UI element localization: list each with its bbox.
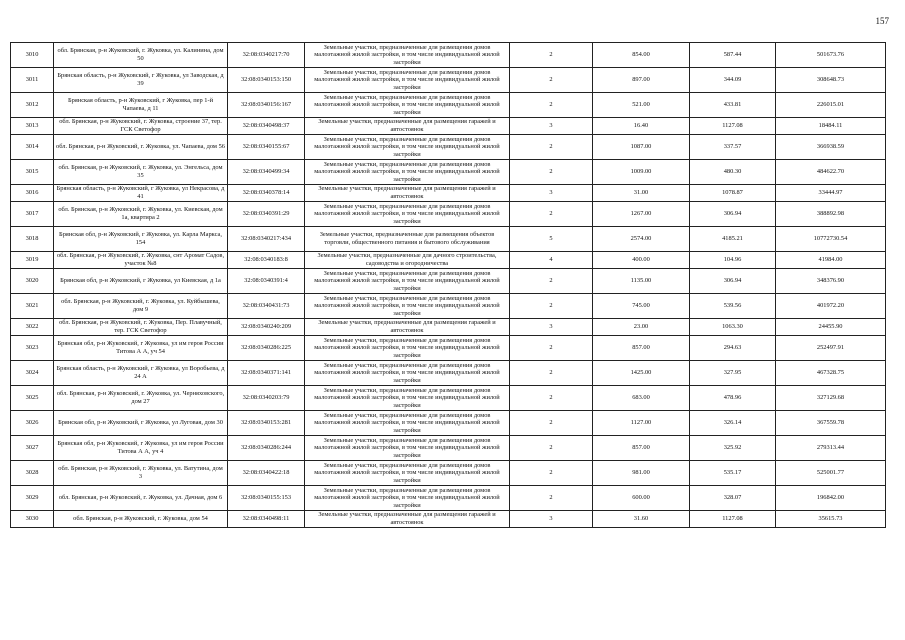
row-cadastral-number: 32:08:0340240:209 [228, 319, 305, 336]
row-cadastral-number: 32:08:0340499:34 [228, 160, 305, 185]
row-specific-value: 1127.08 [690, 118, 776, 135]
row-land-use: Земельные участки, предназначенные для размещения гаражей и автостоянок [305, 319, 510, 336]
row-cadastral-number: 32:08:0340286:244 [228, 436, 305, 461]
row-cadastral-number: 32:08:0340391:4 [228, 269, 305, 294]
row-specific-value: 539.56 [690, 294, 776, 319]
row-cadastral-value: 388892.98 [776, 202, 886, 227]
row-address: обл. Брянская, р-н Жуковский, г. Жуковка, ул. Ватутина, дом 3 [54, 461, 228, 486]
row-category: 2 [510, 411, 593, 436]
row-land-use: Земельные участки, предназначенные для размещения домов малоэтажной жилой застройки, в том числе индивидуальной жилой застройки [305, 160, 510, 185]
table-row [11, 361, 886, 386]
row-category: 2 [510, 461, 593, 486]
row-area: 1425.00 [593, 361, 690, 386]
table-row [11, 93, 886, 118]
row-area: 600.00 [593, 486, 690, 511]
row-cadastral-number: 32:08:0340286:225 [228, 336, 305, 361]
row-land-use: Земельные участки, предназначенные для размещения домов малоэтажной жилой застройки, в том числе индивидуальной жилой застройки [305, 436, 510, 461]
row-area: 1087.00 [593, 135, 690, 160]
row-land-use: Земельные участки, предназначенные для размещения домов малоэтажной жилой застройки, в том числе индивидуальной жилой застройки [305, 68, 510, 93]
row-area: 1267.00 [593, 202, 690, 227]
row-address: обл. Брянская, р-н Жуковский, г. Жуковка, строение 37, тер. ГСК Светофор [54, 118, 228, 135]
table-row [11, 269, 886, 294]
row-area: 981.00 [593, 461, 690, 486]
row-cadastral-value: 484622.70 [776, 160, 886, 185]
row-cadastral-value: 252497.91 [776, 336, 886, 361]
row-address: обл. Брянская, р-н Жуковский, г. Жуковка, ул. Киевская, дом 1а, квартира 2 [54, 202, 228, 227]
row-category: 2 [510, 202, 593, 227]
row-specific-value: 337.57 [690, 135, 776, 160]
row-specific-value: 480.30 [690, 160, 776, 185]
row-cadastral-number: 32:08:0340498:11 [228, 511, 305, 528]
row-address: Брянская область, р-н Жуковский, г Жуковка, ул Воробьева, д 24 А [54, 361, 228, 386]
row-category: 3 [510, 118, 593, 135]
row-address: обл. Брянская, р-н Жуковский, г. Жуковка, Пер. Плавучный, тер. ГСК Светофор [54, 319, 228, 336]
table-row [11, 336, 886, 361]
row-cadastral-value: 41984.00 [776, 252, 886, 269]
row-specific-value: 478.96 [690, 386, 776, 411]
table-row [11, 43, 886, 68]
row-specific-value: 1078.87 [690, 185, 776, 202]
row-land-use: Земельные участки, предназначенные для размещения домов малоэтажной жилой застройки, в том числе индивидуальной жилой застройки [305, 411, 510, 436]
row-specific-value: 587.44 [690, 43, 776, 68]
row-address: обл. Брянская, р-н Жуковский, г. Жуковка, снт Аромат Садов, участок №8 [54, 252, 228, 269]
row-land-use: Земельные участки, предназначенные для размещения домов малоэтажной жилой застройки, в том числе индивидуальной жилой застройки [305, 461, 510, 486]
row-land-use: Земельные участки, предназначенные для размещения домов малоэтажной жилой застройки, в том числе индивидуальной жилой застройки [305, 361, 510, 386]
row-specific-value: 104.96 [690, 252, 776, 269]
row-number: 3015 [11, 160, 54, 185]
row-address: Брянская обл, р-н Жуковский, г Жуковка, ул им героя России Титова А А, уч 54 [54, 336, 228, 361]
row-cadastral-value: 308648.73 [776, 68, 886, 93]
row-cadastral-value: 467328.75 [776, 361, 886, 386]
row-cadastral-number: 32:08:0340155:67 [228, 135, 305, 160]
row-category: 3 [510, 185, 593, 202]
row-category: 2 [510, 336, 593, 361]
table-row [11, 461, 886, 486]
row-address: обл. Брянская, р-н Жуковский, г. Жуковка, ул. Калинина, дом 50 [54, 43, 228, 68]
row-category: 2 [510, 386, 593, 411]
row-specific-value: 344.09 [690, 68, 776, 93]
row-land-use: Земельные участки, предназначенные для размещения домов малоэтажной жилой застройки, в том числе индивидуальной жилой застройки [305, 43, 510, 68]
row-address: обл. Брянская, р-н Жуковский, г. Жуковка, дом 54 [54, 511, 228, 528]
row-cadastral-number: 32:08:0340217:70 [228, 43, 305, 68]
row-area: 897.00 [593, 68, 690, 93]
row-cadastral-value: 10772730.54 [776, 227, 886, 252]
row-cadastral-value: 35615.73 [776, 511, 886, 528]
row-number: 3027 [11, 436, 54, 461]
row-specific-value: 294.63 [690, 336, 776, 361]
row-cadastral-value: 24455.90 [776, 319, 886, 336]
row-specific-value: 4185.21 [690, 227, 776, 252]
table-body [11, 43, 886, 528]
row-area: 683.00 [593, 386, 690, 411]
row-cadastral-value: 327129.68 [776, 386, 886, 411]
row-category: 2 [510, 160, 593, 185]
row-land-use: Земельные участки, предназначенные для размещения домов малоэтажной жилой застройки, в том числе индивидуальной жилой застройки [305, 202, 510, 227]
row-number: 3022 [11, 319, 54, 336]
row-category: 4 [510, 252, 593, 269]
row-land-use: Земельные участки, предназначенные для размещения гаражей и автостоянок [305, 118, 510, 135]
row-number: 3018 [11, 227, 54, 252]
row-land-use: Земельные участки, предназначенные для размещения объектов торговли, общественного питания и бытового обслуживания [305, 227, 510, 252]
row-land-use: Земельные участки, предназначенные для размещения домов малоэтажной жилой застройки, в том числе индивидуальной жилой застройки [305, 386, 510, 411]
row-number: 3012 [11, 93, 54, 118]
row-cadastral-value: 401972.20 [776, 294, 886, 319]
row-area: 1127.00 [593, 411, 690, 436]
table-row [11, 436, 886, 461]
row-number: 3019 [11, 252, 54, 269]
table-row [11, 252, 886, 269]
table-row [11, 386, 886, 411]
row-area: 857.00 [593, 436, 690, 461]
table-row [11, 118, 886, 135]
row-cadastral-number: 32:08:0340156:167 [228, 93, 305, 118]
row-cadastral-number: 32:08:0340422:18 [228, 461, 305, 486]
row-area: 2574.00 [593, 227, 690, 252]
row-address: обл. Брянская, р-н Жуковский, г. Жуковка, ул. Дачная, дом 6 [54, 486, 228, 511]
row-number: 3025 [11, 386, 54, 411]
row-cadastral-value: 18484.11 [776, 118, 886, 135]
row-cadastral-number: 32:08:0340498:37 [228, 118, 305, 135]
row-address: Брянская обл, р-н Жуковский, г Жуковка, ул им героя России Титова А А, уч 4 [54, 436, 228, 461]
row-number: 3013 [11, 118, 54, 135]
row-category: 2 [510, 294, 593, 319]
row-cadastral-value: 367559.78 [776, 411, 886, 436]
table-row [11, 511, 886, 528]
row-cadastral-number: 32:08:0340378:14 [228, 185, 305, 202]
row-category: 2 [510, 486, 593, 511]
row-address: Брянская обл, р-н Жуковский, г Жуковка, ул. Карла Маркса, 154 [54, 227, 228, 252]
row-number: 3021 [11, 294, 54, 319]
row-cadastral-number: 32:08:0340155:153 [228, 486, 305, 511]
row-area: 31.60 [593, 511, 690, 528]
row-cadastral-number: 32:08:0340183:8 [228, 252, 305, 269]
row-cadastral-value: 366938.59 [776, 135, 886, 160]
table-row [11, 160, 886, 185]
row-cadastral-number: 32:08:0340217:434 [228, 227, 305, 252]
row-address: Брянская область, р-н Жуковский, г Жуковка, ул Некрасова, д 41 [54, 185, 228, 202]
row-area: 854.00 [593, 43, 690, 68]
row-number: 3010 [11, 43, 54, 68]
table-row [11, 227, 886, 252]
row-category: 2 [510, 436, 593, 461]
table-row [11, 294, 886, 319]
row-cadastral-value: 196842.00 [776, 486, 886, 511]
row-address: Брянская область, р-н Жуковский, г Жуковка, пер 1-й Чапаева, д 11 [54, 93, 228, 118]
row-address: обл. Брянская, р-н Жуковский, г. Жуковка, ул. Куйбышева, дом 9 [54, 294, 228, 319]
row-cadastral-value: 279313.44 [776, 436, 886, 461]
row-cadastral-value: 525001.77 [776, 461, 886, 486]
row-number: 3028 [11, 461, 54, 486]
row-specific-value: 535.17 [690, 461, 776, 486]
row-land-use: Земельные участки, предназначенные для размещения домов малоэтажной жилой застройки, в том числе индивидуальной жилой застройки [305, 135, 510, 160]
row-number: 3016 [11, 185, 54, 202]
row-area: 1009.00 [593, 160, 690, 185]
row-specific-value: 1127.08 [690, 511, 776, 528]
row-address: Брянская обл, р-н Жуковский, г Жуковка, ул Киевская, д 1а [54, 269, 228, 294]
row-land-use: Земельные участки, предназначенные для размещения гаражей и автостоянок [305, 511, 510, 528]
row-land-use: Земельные участки, предназначенные для размещения гаражей и автостоянок [305, 185, 510, 202]
row-number: 3023 [11, 336, 54, 361]
row-area: 521.00 [593, 93, 690, 118]
row-area: 31.00 [593, 185, 690, 202]
row-number: 3014 [11, 135, 54, 160]
row-category: 2 [510, 269, 593, 294]
row-cadastral-value: 501673.76 [776, 43, 886, 68]
row-cadastral-number: 32:08:0340391:29 [228, 202, 305, 227]
row-category: 3 [510, 319, 593, 336]
row-category: 2 [510, 135, 593, 160]
row-area: 23.00 [593, 319, 690, 336]
row-specific-value: 433.81 [690, 93, 776, 118]
row-number: 3020 [11, 269, 54, 294]
table-row [11, 135, 886, 160]
row-category: 2 [510, 93, 593, 118]
row-land-use: Земельные участки, предназначенные для дачного строительства, садоводства и огородничества [305, 252, 510, 269]
row-cadastral-number: 32:08:0340153:281 [228, 411, 305, 436]
row-number: 3030 [11, 511, 54, 528]
row-address: обл. Брянская, р-н Жуковский, г. Жуковка, ул. Чапаева, дом 56 [54, 135, 228, 160]
row-address: обл. Брянская, р-н Жуковский, г. Жуковка, ул. Энгельса, дом 35 [54, 160, 228, 185]
land-registry-table [10, 42, 886, 528]
row-category: 2 [510, 68, 593, 93]
row-specific-value: 325.92 [690, 436, 776, 461]
row-address: обл. Брянская, р-н Жуковский, г. Жуковка, ул. Черняховского, дом 27 [54, 386, 228, 411]
row-area: 1135.00 [593, 269, 690, 294]
row-cadastral-number: 32:08:0340371:141 [228, 361, 305, 386]
row-category: 2 [510, 361, 593, 386]
row-number: 3029 [11, 486, 54, 511]
row-address: Брянская область, р-н Жуковский, г Жуковка, ул Заводская, д 39 [54, 68, 228, 93]
page-number: 157 [875, 16, 889, 26]
row-category: 2 [510, 43, 593, 68]
table-row [11, 185, 886, 202]
row-cadastral-number: 32:08:0340203:79 [228, 386, 305, 411]
row-specific-value: 326.14 [690, 411, 776, 436]
row-land-use: Земельные участки, предназначенные для размещения домов малоэтажной жилой застройки, в том числе индивидуальной жилой застройки [305, 486, 510, 511]
row-land-use: Земельные участки, предназначенные для размещения домов малоэтажной жилой застройки, в том числе индивидуальной жилой застройки [305, 294, 510, 319]
table-row [11, 486, 886, 511]
row-number: 3017 [11, 202, 54, 227]
row-area: 400.00 [593, 252, 690, 269]
row-cadastral-value: 33444.97 [776, 185, 886, 202]
row-specific-value: 306.94 [690, 202, 776, 227]
row-specific-value: 328.07 [690, 486, 776, 511]
row-category: 3 [510, 511, 593, 528]
row-cadastral-value: 226015.01 [776, 93, 886, 118]
row-land-use: Земельные участки, предназначенные для размещения домов малоэтажной жилой застройки, в том числе индивидуальной жилой застройки [305, 269, 510, 294]
row-number: 3011 [11, 68, 54, 93]
row-cadastral-number: 32:08:0340153:150 [228, 68, 305, 93]
row-category: 5 [510, 227, 593, 252]
row-cadastral-value: 348376.90 [776, 269, 886, 294]
table-row [11, 319, 886, 336]
row-land-use: Земельные участки, предназначенные для размещения домов малоэтажной жилой застройки, в том числе индивидуальной жилой застройки [305, 93, 510, 118]
row-area: 16.40 [593, 118, 690, 135]
row-number: 3026 [11, 411, 54, 436]
row-address: Брянская обл, р-н Жуковский, г Жуковка, ул Луговая, дом 30 [54, 411, 228, 436]
row-cadastral-number: 32:08:0340431:73 [228, 294, 305, 319]
table-row [11, 202, 886, 227]
table-row [11, 411, 886, 436]
row-area: 857.00 [593, 336, 690, 361]
row-number: 3024 [11, 361, 54, 386]
row-land-use: Земельные участки, предназначенные для размещения домов малоэтажной жилой застройки, в том числе индивидуальной жилой застройки [305, 336, 510, 361]
row-specific-value: 306.94 [690, 269, 776, 294]
row-specific-value: 1063.30 [690, 319, 776, 336]
row-specific-value: 327.95 [690, 361, 776, 386]
table-row [11, 68, 886, 93]
row-area: 745.00 [593, 294, 690, 319]
